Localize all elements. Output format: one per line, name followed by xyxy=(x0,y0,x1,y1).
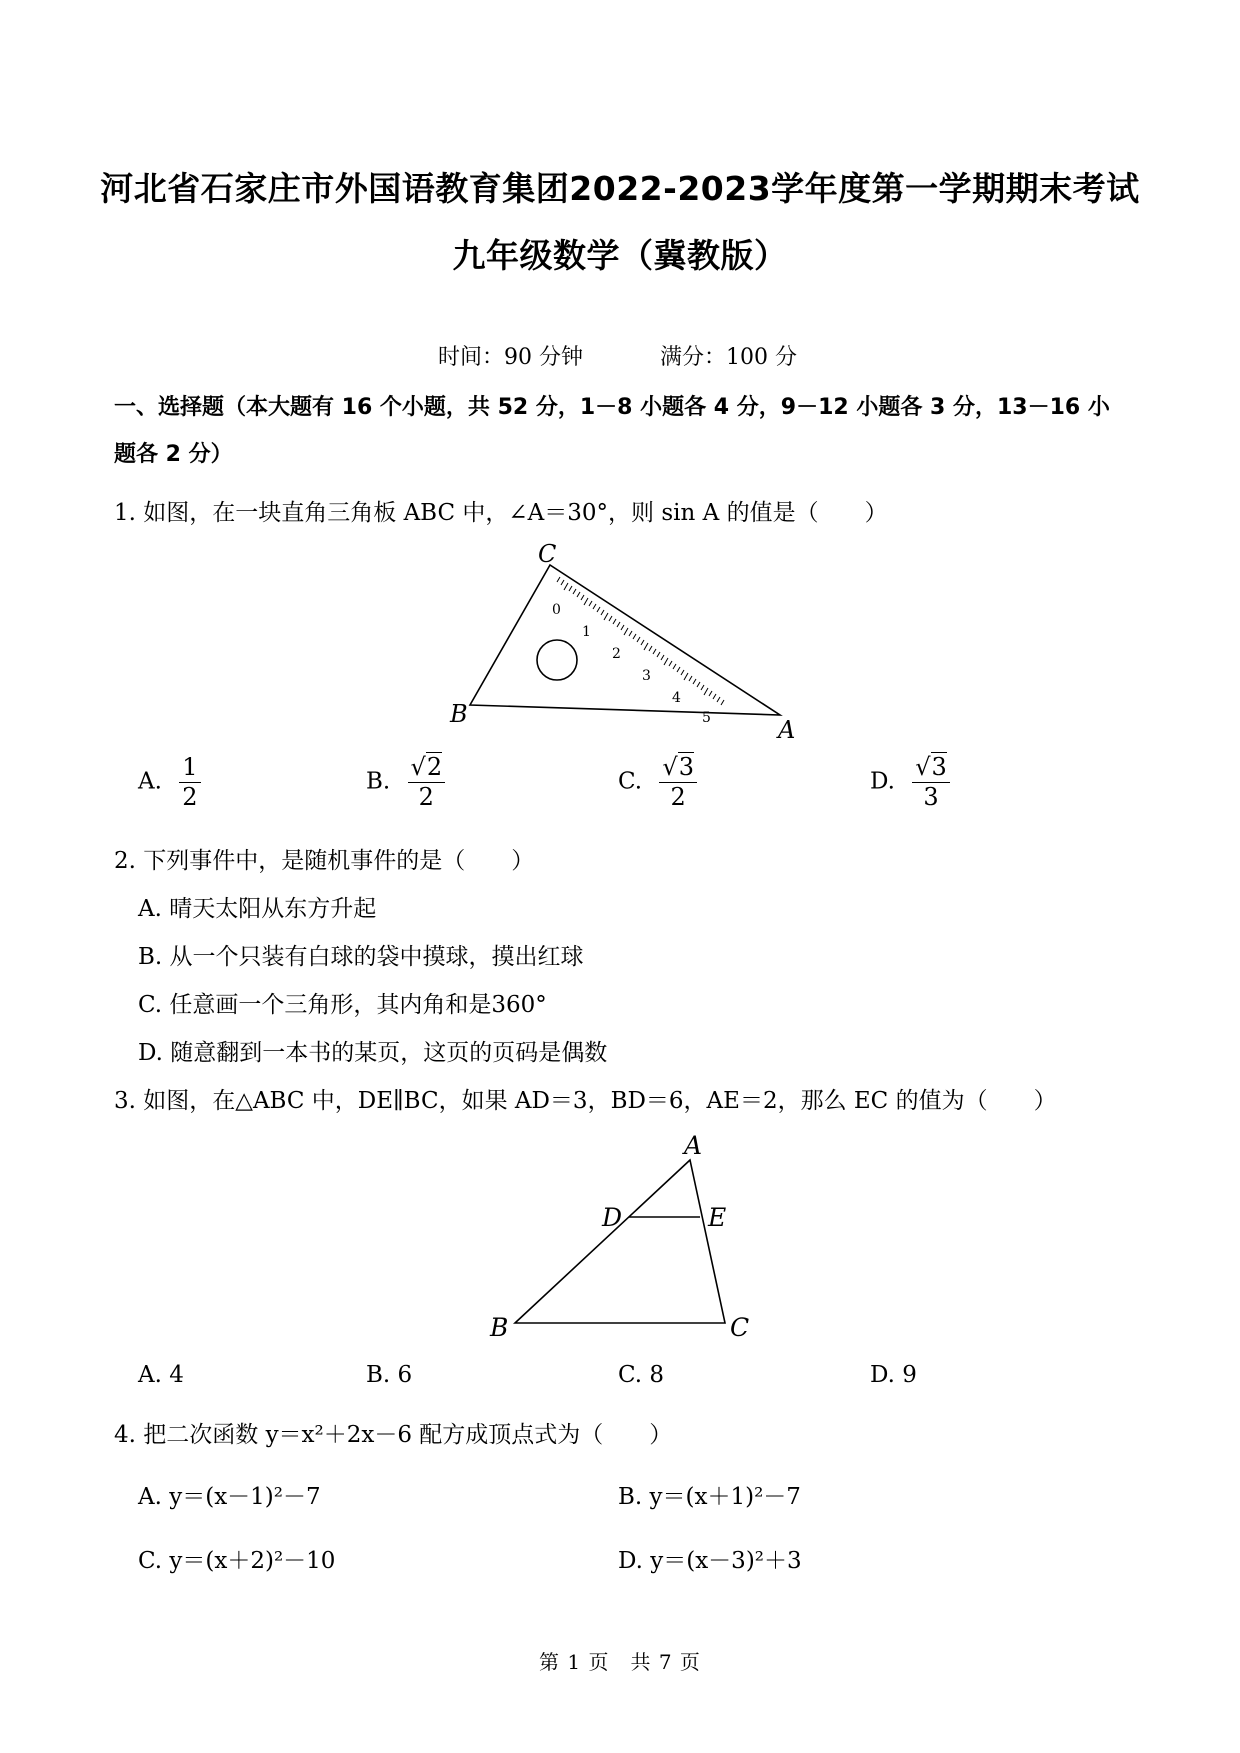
point-label-d: D xyxy=(602,1203,623,1232)
q2-option-a[interactable]: A. 晴天太阳从东方升起 xyxy=(138,896,377,922)
q2-option-b[interactable]: B. 从一个只装有白球的袋中摸球，摸出红球 xyxy=(138,944,584,970)
exam-title-line2: 九年级数学（冀教版） xyxy=(452,236,788,275)
section-heading: 一、选择题（本大题有 16 个小题，共 52 分，1－8 小题各 4 分，9－12 小题各 3 分，13－16 小 xyxy=(114,395,1110,420)
ruler-tick-label: 2 xyxy=(612,646,621,662)
q3-option-d[interactable]: D. 9 xyxy=(870,1362,917,1388)
exam-title-line1: 河北省石家庄市外国语教育集团2022-2023学年度第一学期期末考试 xyxy=(100,169,1140,208)
question-3-stem: 3. 如图，在△ABC 中，DE∥BC，如果 AD＝3，BD＝6，AE＝2，那么 EC 的值为（ ） xyxy=(114,1088,1057,1114)
ruler-tick-label: 5 xyxy=(702,710,711,726)
section-heading-cont: 题各 2 分） xyxy=(114,442,233,467)
exam-score: 满分：100 分 xyxy=(660,345,797,370)
question-2-stem: 2. 下列事件中，是随机事件的是（ ） xyxy=(114,848,535,874)
q3-option-a[interactable]: A. 4 xyxy=(138,1362,184,1388)
q2-option-d[interactable]: D. 随意翻到一本书的某页，这页的页码是偶数 xyxy=(138,1040,608,1066)
q3-option-c[interactable]: C. 8 xyxy=(618,1362,665,1388)
q4-option-b[interactable]: B. y＝(x＋1)²－7 xyxy=(618,1484,801,1510)
vertex-label-a: A xyxy=(684,1131,703,1160)
q1-option-d[interactable]: D. $\frac{√3}{3}$ xyxy=(870,755,950,810)
sqrt-icon: √ xyxy=(662,753,678,781)
fraction: $\frac{√2}{2}$ xyxy=(408,755,446,810)
vertex-label-c: C xyxy=(538,540,557,568)
point-label-e: E xyxy=(708,1203,727,1232)
exam-time: 时间：90 分钟 xyxy=(438,345,583,370)
q1-triangle-ruler-figure xyxy=(430,540,810,740)
q3-triangle-figure xyxy=(480,1130,780,1340)
page-footer: 第 1 页 共 7 页 xyxy=(539,1650,701,1674)
vertex-label-c: C xyxy=(730,1313,750,1340)
ruler-tick-label: 3 xyxy=(642,668,651,684)
sqrt-icon: √ xyxy=(915,753,931,781)
q1-option-c[interactable]: C. $\frac{√3}{2}$ xyxy=(618,755,697,810)
question-4-stem: 4. 把二次函数 y＝x²＋2x－6 配方成顶点式为（ ） xyxy=(114,1422,673,1448)
fraction: $\frac{√3}{2}$ xyxy=(659,755,697,810)
vertex-label-b: B xyxy=(450,700,468,728)
q1-option-b[interactable]: B. $\frac{√2}{2}$ xyxy=(366,755,445,810)
fraction: $\frac{√3}{3}$ xyxy=(912,755,950,810)
q3-option-b[interactable]: B. 6 xyxy=(366,1362,413,1388)
sqrt-icon: √ xyxy=(410,753,426,781)
question-1-stem: 1. 如图，在一块直角三角板 ABC 中，∠A＝30°，则 sin A 的值是（ ） xyxy=(114,500,888,526)
q4-option-d[interactable]: D. y＝(x－3)²＋3 xyxy=(618,1548,802,1574)
ruler-tick-label: 0 xyxy=(552,602,561,618)
ruler-tick-label: 4 xyxy=(672,690,681,706)
ruler-tick-label: 1 xyxy=(582,624,591,640)
q4-option-a[interactable]: A. y＝(x－1)²－7 xyxy=(138,1484,321,1510)
q2-option-c[interactable]: C. 任意画一个三角形，其内角和是360° xyxy=(138,992,547,1018)
q4-option-c[interactable]: C. y＝(x＋2)²－10 xyxy=(138,1548,336,1574)
q1-option-a[interactable]: A. $\frac{1}{2}$ xyxy=(138,755,201,810)
vertex-label-b: B xyxy=(490,1313,509,1340)
vertex-label-a: A xyxy=(778,716,796,740)
fraction: $\frac{1}{2}$ xyxy=(179,755,200,810)
